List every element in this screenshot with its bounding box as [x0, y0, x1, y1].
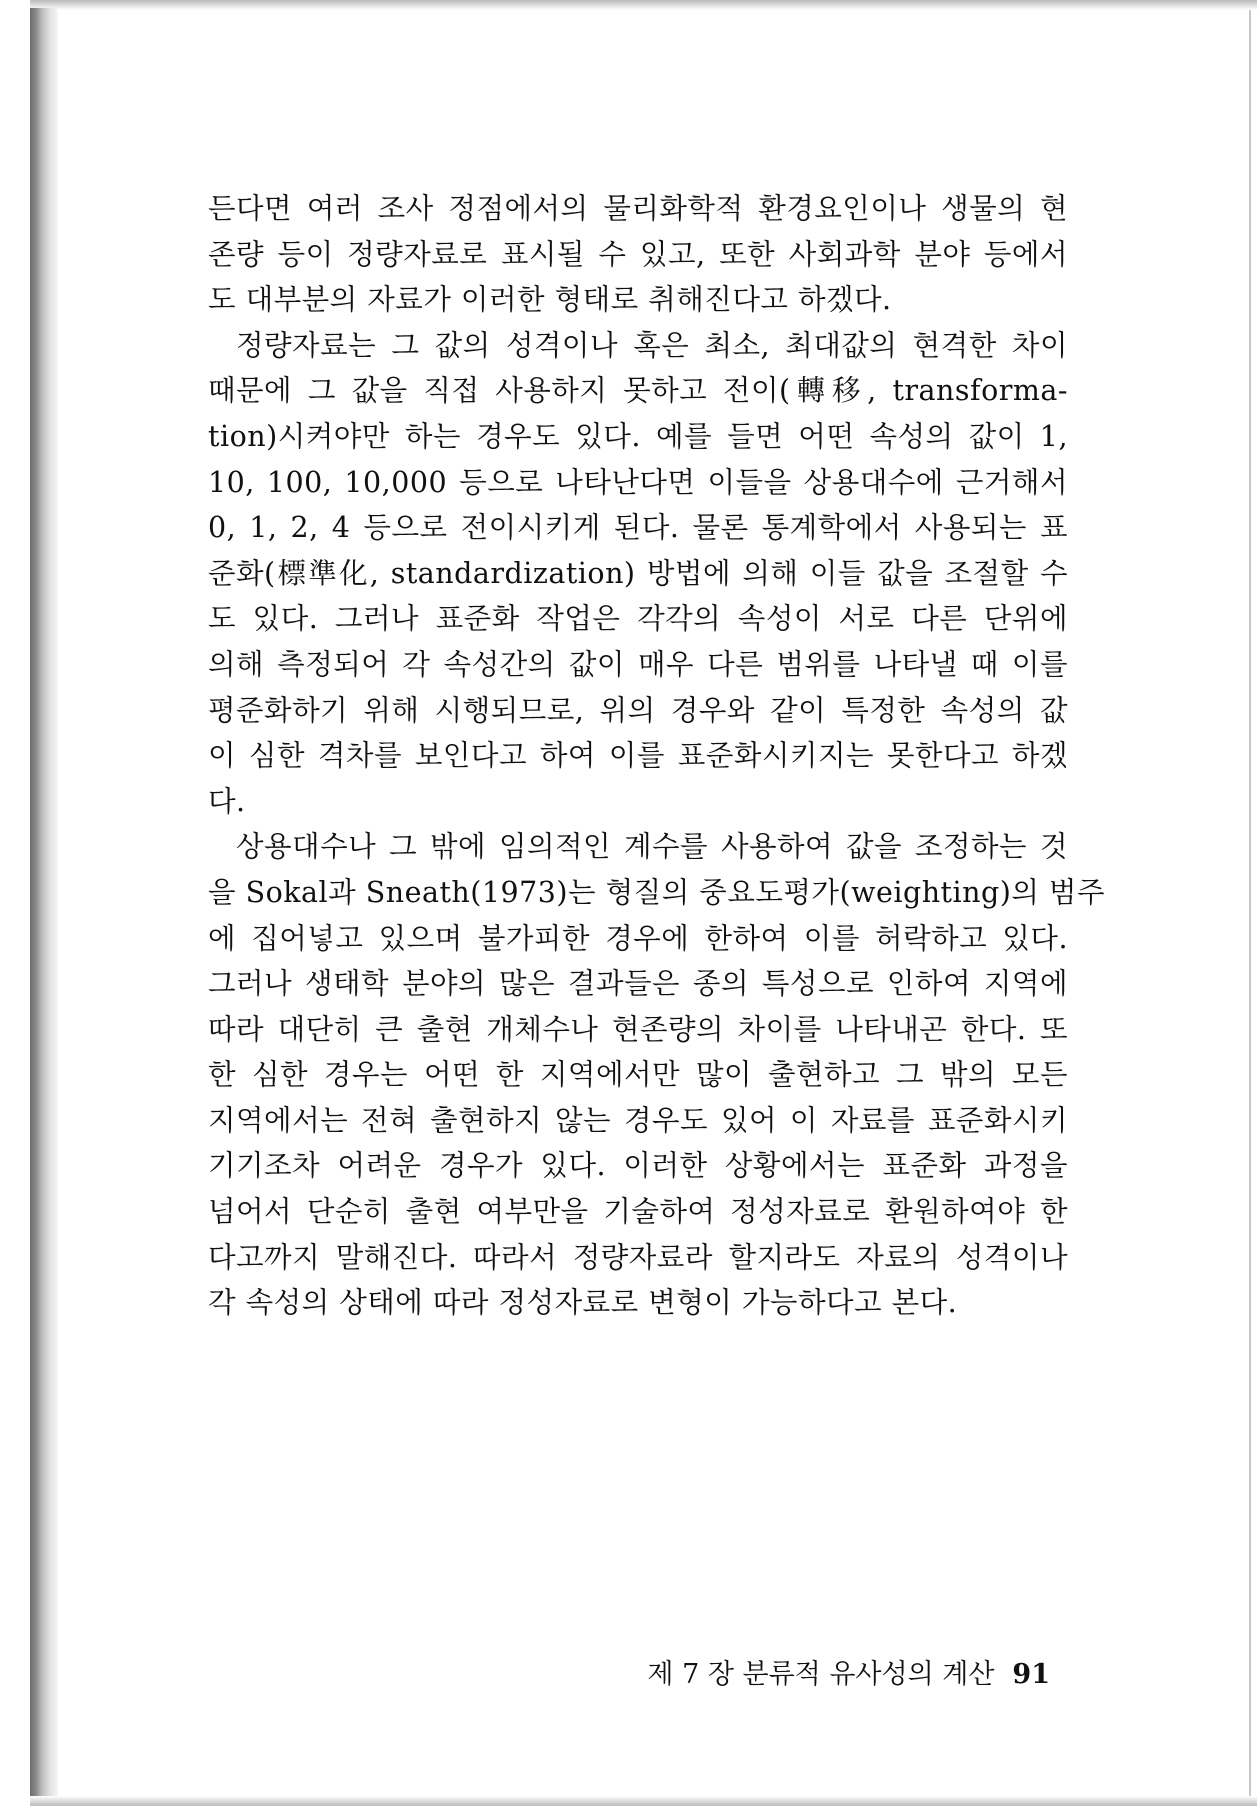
text-line: 따라 대단히 큰 출현 개체수나 현존량의 차이를 나타내곤 한다. 또	[208, 1012, 1068, 1046]
body-text	[208, 186, 1105, 1326]
text-line: 각 속성의 상태에 따라 정성자료로 변형이 가능하다고 본다.	[208, 1286, 958, 1320]
page-top-edge	[30, 0, 1257, 10]
text-line: 기기조차 어려운 경우가 있다. 이러한 상황에서는 표준화 과정을	[208, 1149, 1068, 1183]
text-line: 한 심한 경우는 어떤 한 지역에서만 많이 출현하고 그 밖의 모든	[208, 1058, 1068, 1092]
text-line: 의해 측정되어 각 속성간의 값이 매우 다른 범위를 나타낼 때 이를	[208, 647, 1068, 681]
text-line: 준화(標準化, standardization) 방법에 의해 이들 값을 조절할 수	[208, 556, 1068, 590]
text-line: 지역에서는 전혀 출현하지 않는 경우도 있어 이 자료를 표준화시키	[208, 1103, 1068, 1137]
text-line: 때문에 그 값을 직접 사용하지 못하고 전이(轉移, transforma-	[208, 374, 1068, 408]
text-line: 이 심한 격차를 보인다고 하여 이를 표준화시키지는 못한다고 하겠	[208, 739, 1068, 773]
text-line: 든다면 여러 조사 정점에서의 물리화학적 환경요인이나 생물의 현	[208, 192, 1068, 225]
text-line: 다.	[208, 784, 246, 818]
page-bottom-edge	[30, 1796, 1257, 1806]
book-spine-edge	[30, 8, 58, 1798]
text-line: 도 있다. 그러나 표준화 작업은 각각의 속성이 서로 다른 단위에	[208, 602, 1068, 636]
text-line: 넘어서 단순히 출현 여부만을 기술하여 정성자료로 환원하여야 한	[208, 1195, 1068, 1229]
text-line: 정량자료는 그 값의 성격이나 혹은 최소, 최대값의 현격한 차이	[236, 328, 1068, 362]
page-number: 91	[1012, 1659, 1050, 1690]
text-line: 평준화하기 위해 시행되므로, 위의 경우와 같이 특정한 속성의 값	[208, 693, 1068, 727]
text-line: 0, 1, 2, 4 등으로 전이시키게 된다. 물론 통계학에서 사용되는 표	[208, 511, 1068, 545]
text-line: 10, 100, 10,000 등으로 나타난다면 이들을 상용대수에 근거해서	[208, 465, 1068, 499]
running-footer	[630, 1652, 1050, 1691]
text-line: 을 Sokal과 Sneath(1973)는 형질의 중요도평가(weighting)의 범주	[208, 875, 1105, 909]
text-line: 다고까지 말해진다. 따라서 정량자료라 할지라도 자료의 성격이나	[208, 1240, 1068, 1274]
text-line: 상용대수나 그 밖에 임의적인 계수를 사용하여 값을 조정하는 것	[236, 830, 1068, 864]
text-line: 존량 등이 정량자료로 표시될 수 있고, 또한 사회과학 분야 등에서	[208, 237, 1068, 271]
text-line: 그러나 생태학 분야의 많은 결과들은 종의 특성으로 인하여 지역에	[208, 967, 1068, 1001]
text-line: 도 대부분의 자료가 이러한 형태로 취해진다고 하겠다.	[208, 283, 892, 317]
text-line: tion)시켜야만 하는 경우도 있다. 예를 들면 어떤 속성의 값이 1,	[208, 419, 1068, 453]
text-line: 에 집어넣고 있으며 불가피한 경우에 한하여 이를 허락하고 있다.	[208, 921, 1068, 955]
chapter-title: 제 7 장 분류적 유사성의 계산	[647, 1659, 995, 1690]
